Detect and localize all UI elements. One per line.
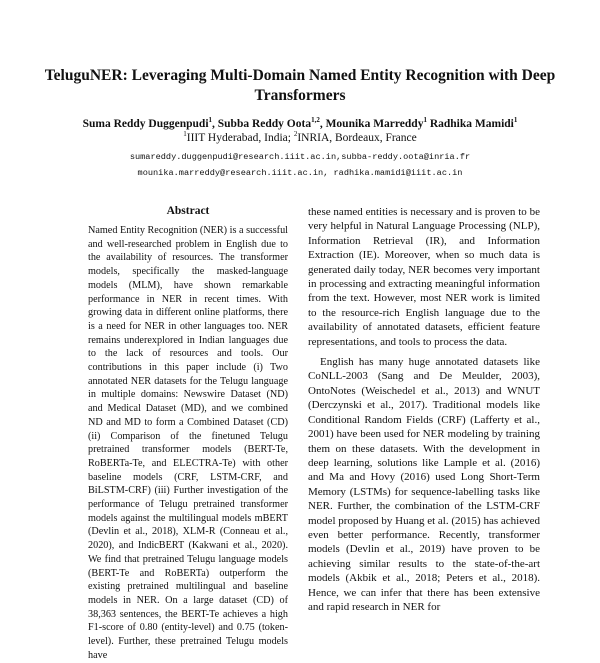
author-affil-sup: 1 (423, 116, 427, 125)
affiliations (20, 131, 580, 145)
paper-title: TeluguNER: Leveraging Multi-Domain Named Entity Recognition with Deep Transformers (44, 67, 556, 104)
abstract-body: Named Entity Recognition (NER) is a successful and well-researched problem in English due to the availability of resources. The transformer models, specifically the masked-language models (MLM), have shown remarkable performance in NER in recent times. With growing data in different online platforms, there is a need for NER in other languages too. NER remains underexplored in Indian languages due to the lack of resources and tools. Our contributions in this paper include (i) Two annotated NER datasets for the Telugu language in multiple domains: Newswire Dataset (ND) and Medical Dataset (MD), and we combined ND and MD to form a Combined Dataset (CD) (ii) Comparison of the finetuned Telugu pretrained transformer models (BERT-Te, RoBERTa-Te, and ELECTRA-Te) with other baseline models (CRF, LSTM-CRF, and BiLSTM-CRF) (iii) Further investigation of the performance of Telugu pretrained transformer models against the multilingual models mBERT (Devlin et al., 2018), XLM-R (Conneau et al., 2020), and IndicBERT (Kakwani et al., 2020). We find that pretrained Telugu language models (BERT-Te and RoBERTa) outperform the existing pretrained multilingual and baseline models in NER. On a large dataset (CD) of 38,363 sentences, the BERT-Te achieves a high F1-score of 0.80 (entity-level) and 0.75 (token-level). Further, these pretrained Telugu models have (88, 225, 288, 661)
author-affil-sup: 1 (208, 116, 213, 125)
author-name: Subba Reddy Oota (217, 118, 312, 130)
intro-paragraph: English has many huge annotated datasets like CoNLL-2003 (Sang and De Meulder, 2003), OntoNotes (Weischedel et al., 2013) and WNUT (Derczynski et al., 2017). Traditional models like Conditional Random Fields (CRF) (Lafferty et al., 2001) have been used for NER modeling by training them on these datasets. With the development in deep learning, solutions like Lample et al. (2016) and Ma and Hovy (2016) used Long Short-Term Memory (LSTMs) for sequence-labelling tasks like NER. Further, the combination of the LSTM-CRF model proposed by Huang et al. (2015) has achieved even better performance. Recently, transformer models (Devlin et al., 2019) have proven to be achieving similar results to the state-of-the-art models (Akbik et al., 2018; Peters et al., 2018). Hence, we can infer that there has been extensive and rapid research in NER for (308, 356, 540, 613)
author-name: Radhika Mamidi (429, 118, 514, 130)
abstract-heading: Abstract (166, 205, 210, 217)
author-list: Suma Reddy Duggenpudi$^1$, Subba Reddy Oota$^{1,2}$, Mounika Marreddy$^1$ Radhika Mamidi$^1$ (82, 116, 518, 130)
author-name: Mounika Marreddy (325, 118, 424, 130)
intro-paragraph: these named entities is necessary and is proven to be very helpful in Natural Language Processing (NLP), Information Retrieval (IR), and Information Extraction (IE). Moreover, when so much data is generated daily today, NER becomes very important in processing and extracting meaningful information from the text. However, most NER work is limited to the resource-rich English language due to the availability of annotated datasets, efficient feature representations, and tools to process the data. (308, 206, 540, 348)
intro-column (308, 205, 540, 614)
author-emails-line1: sumareddy.duggenpudi@research.iiit.ac.in,subba-reddy.oota@inria.fr (129, 152, 471, 162)
author-affil-sup: 1 (513, 116, 518, 125)
affil-sup: 2 (293, 130, 298, 139)
author-emails-line2: mounika.marreddy@research.iiit.ac.in, radhika.mamidi@iiit.ac.in (137, 168, 463, 178)
affil-name: IIIT Hyderabad, India; (186, 132, 291, 144)
author-name: Suma Reddy Duggenpudi (82, 118, 209, 130)
affil-sup: 1 (183, 130, 187, 139)
affil-name: INRIA, Bordeaux, France (297, 132, 417, 144)
author-affil-sup: 1,2 (311, 116, 320, 125)
